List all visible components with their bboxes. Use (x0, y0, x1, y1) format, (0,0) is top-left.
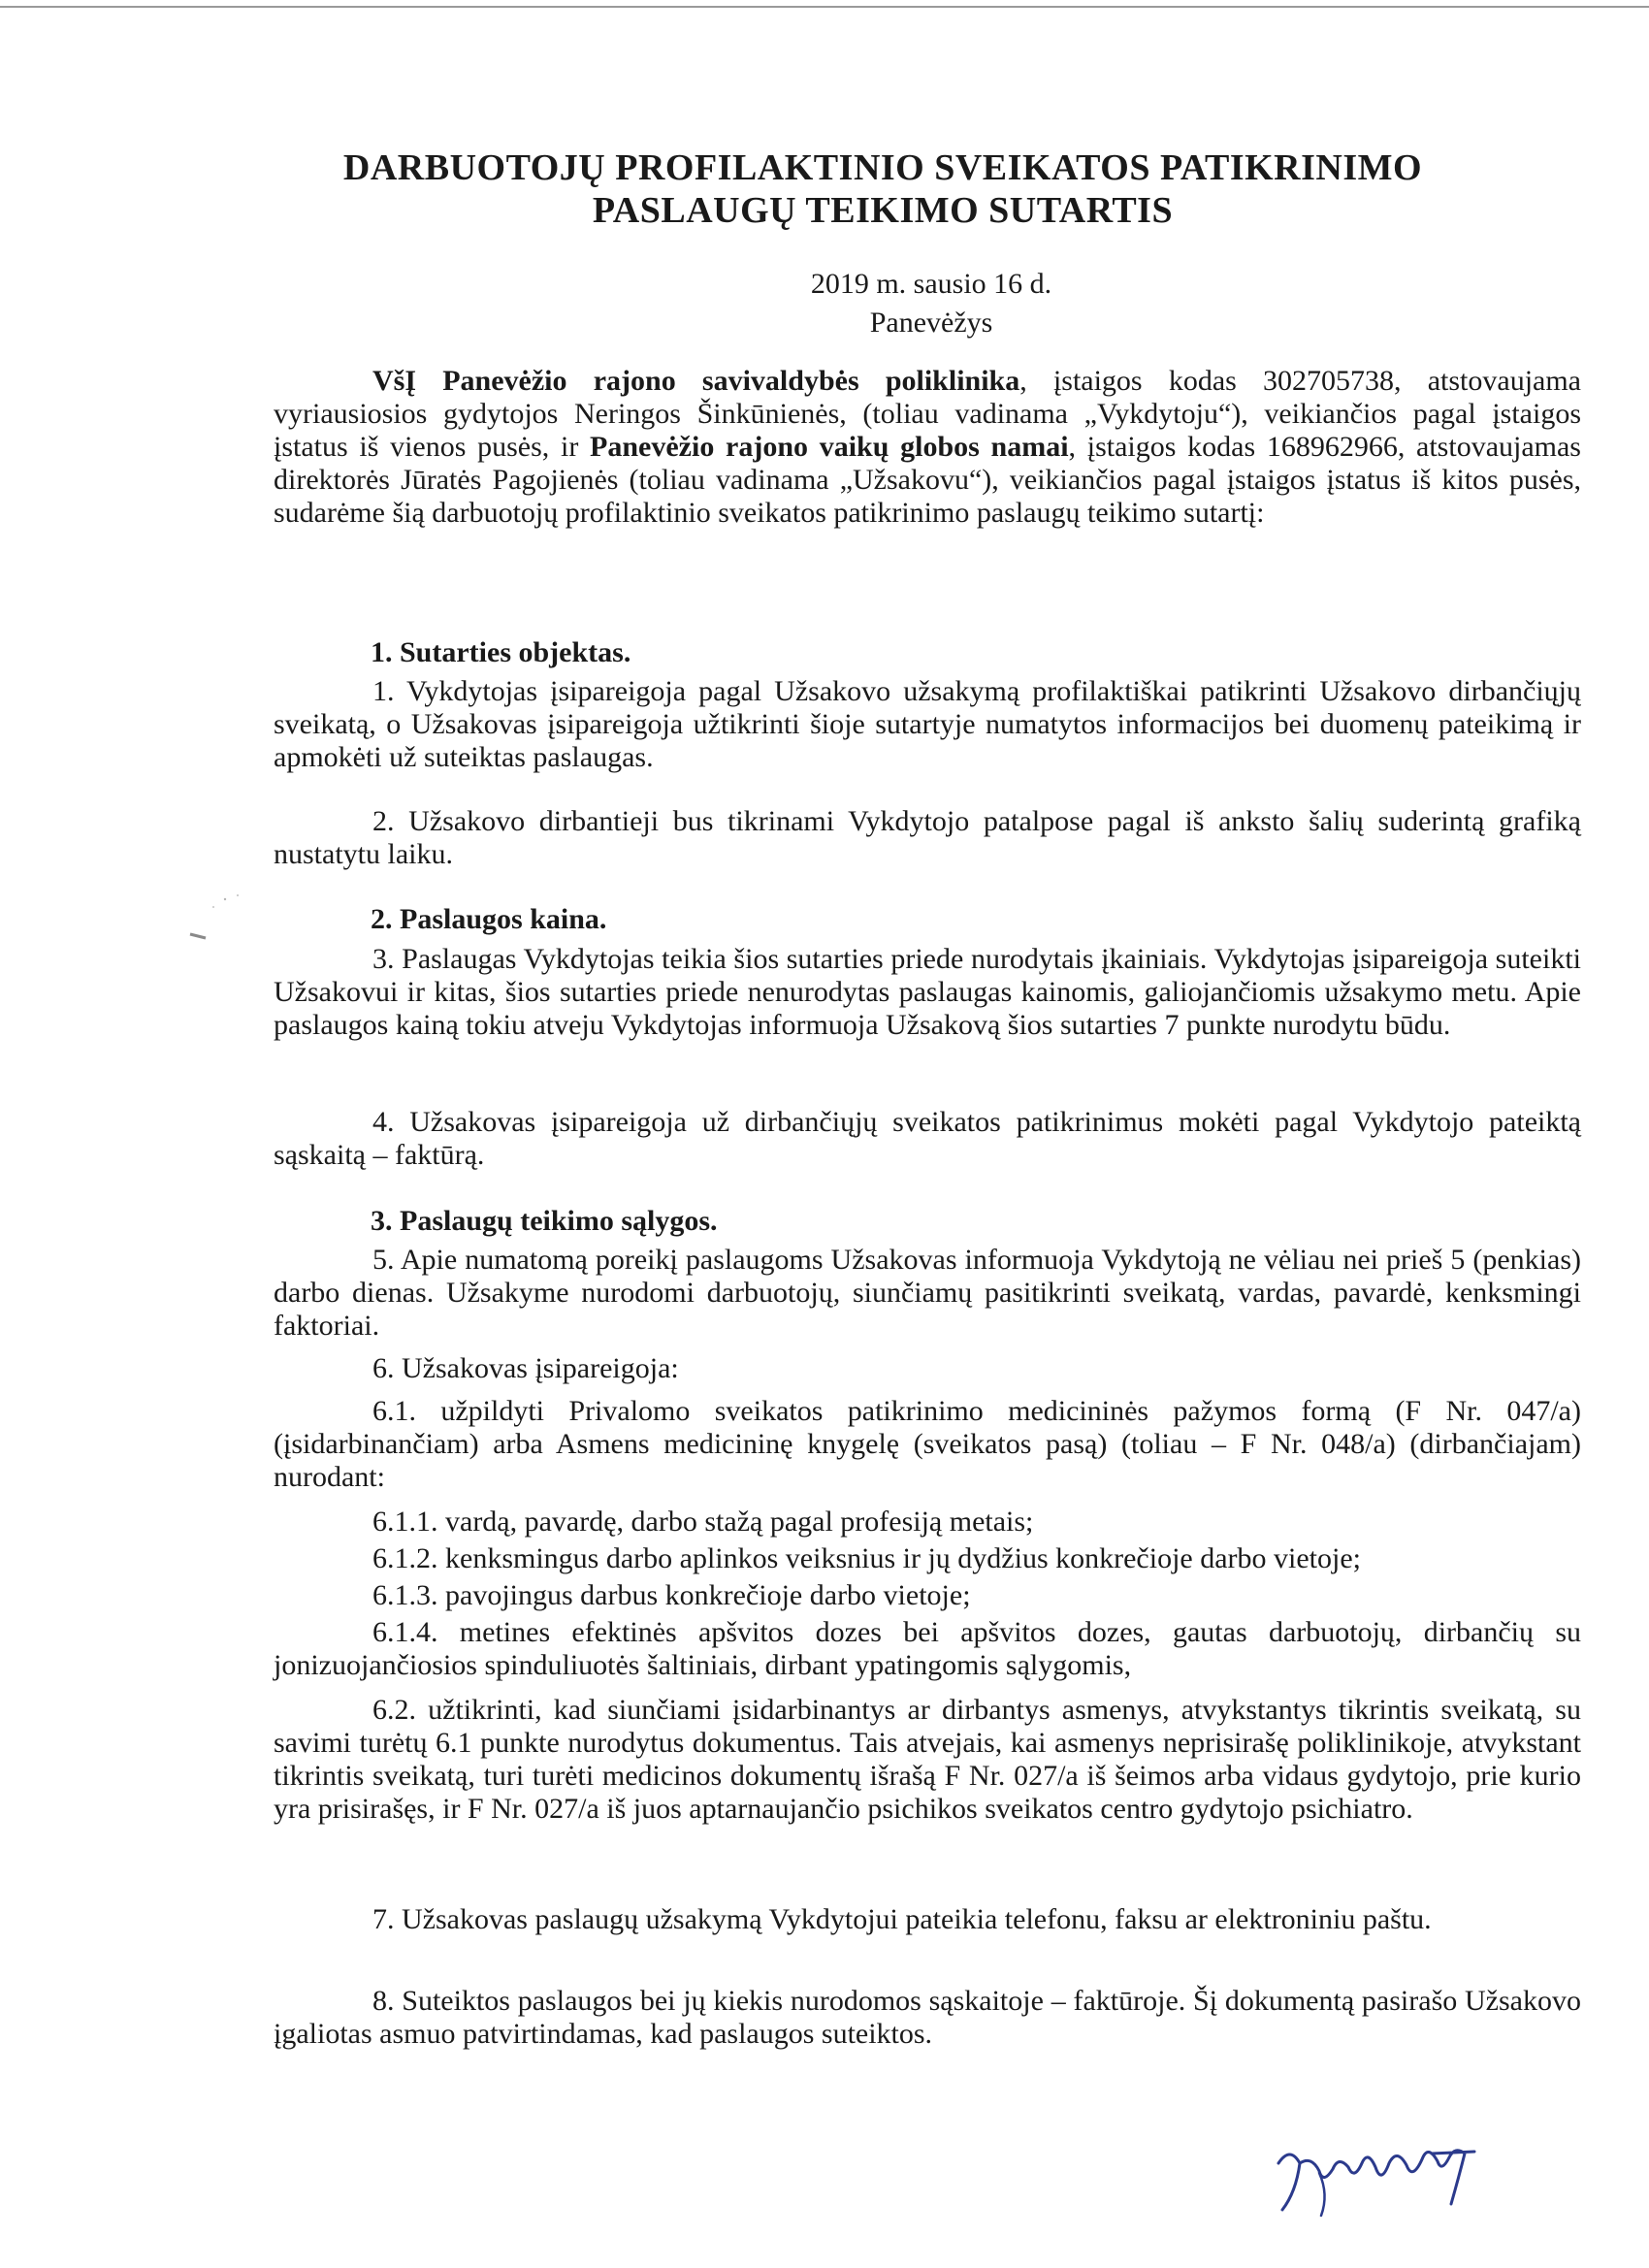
clause-6: 6. Užsakovas įsipareigoja: (372, 1352, 679, 1384)
section-1-heading: 1. Sutarties objektas. (371, 636, 631, 668)
clause-3: 3. Paslaugas Vykdytojas teikia šios sutarties priede nurodytais įkainiais. Vykdytojas įsipareigoja suteikti Užsakovui ir kitas, šios sutarties priede nenurodytas paslaugas kainomis, galiojančiomis užsakymo metu. Apie paslaugos kainą tokiu atveju Vykdytojas informuoja Užsakovą šios sutarties 7 punkte nurodytu būdu. (274, 943, 1581, 1041)
clause-6-1-4: 6.1.4. metines efektinės apšvitos dozes bei apšvitos dozes, gautas darbuotojų, dirbančių su jonizuojančiosios spinduliuotės šaltiniais, dirbant ypatingomis sąlygomis, (274, 1616, 1581, 1681)
clause-6-1-3: 6.1.3. pavojingus darbus konkrečioje darbo vietoje; (372, 1579, 971, 1611)
contract-date: 2019 m. sausio 16 d. (810, 268, 1052, 300)
clause-8: 8. Suteiktos paslaugos bei jų kiekis nurodomos sąskaitoje – faktūroje. Šį dokumentą pasirašo Užsakovo įgaliotas asmuo patvirtindamas, kad paslaugos suteiktos. (274, 1985, 1581, 2050)
clause-4: 4. Užsakovas įsipareigoja už dirbančiųjų sveikatos patikrinimus mokėti pagal Vykdytojo pateiktą sąskaitą – faktūrą. (274, 1106, 1581, 1171)
clause-6-1-2: 6.1.2. kenksmingus darbo aplinkos veiksnius ir jų dydžius konkrečioje darbo vietoje; (372, 1542, 1362, 1574)
intro-paragraph (274, 365, 1581, 530)
intro-text-b: , įstaigos kodas 168962966, atstovaujamas direktorės Jūratės Pagojienės (toliau vadinama „Užsakovu“), veikiančios pagal įstaigos įstatus iš kitos pusės, sudarėme šią darbuotojų profilaktinio sveikatos patikrinimo paslaugų teikimo sutartį: (274, 431, 1581, 529)
clause-7: 7. Užsakovas paslaugų užsakymą Vykdytojui pateikia telefonu, faksu ar elektroniniu paštu. (372, 1903, 1432, 1935)
section-3-heading: 3. Paslaugų teikimo sąlygos. (371, 1205, 718, 1237)
clause-1: 1. Vykdytojas įsipareigoja pagal Užsakovo užsakymą profilaktiškai patikrinti Užsakovo dirbančiųjų sveikatą, o Užsakovas įsipareigoja užtikrinti šioje sutartyje numatytos informacijos bei duomenų pateikimą ir apmokėti už suteiktas paslaugas. (274, 675, 1581, 773)
title-line-1: DARBUOTOJŲ PROFILAKTINIO SVEIKATOS PATIKRINIMO (342, 147, 1423, 188)
clause-6-2: 6.2. užtikrinti, kad siunčiami įsidarbinantys ar dirbantys asmenys, atvykstantys tikrintis sveikatą, su savimi turėtų 6.1 punkte nurodytus dokumentus. Tais atvejais, kai asmenys neprisirašę poliklinikoje, atvykstant tikrintis sveikatą, turi turėti medicinos dokumentų išrašą F Nr. 027/a iš šeimos arba vidaus gydytojo, prie kurio yra prisirašęs, ir F Nr. 027/a iš juos aptarnaujančio psichikos sveikatos centro gydytojo psichiatro. (274, 1694, 1581, 1825)
clause-5: 5. Apie numatomą poreikį paslaugoms Užsakovas informuoja Vykdytoją ne vėliau nei prieš 5 (penkias) darbo dienas. Užsakyme nurodomi darbuotojų, siunčiamų pasitikrinti sveikatą, vardas, pavardė, kenksmingi faktoriai. (274, 1244, 1581, 1342)
clause-6-1-1: 6.1.1. vardą, pavardę, darbo stažą pagal profesiją metais; (372, 1506, 1034, 1538)
contract-city: Panevėžys (869, 307, 993, 339)
title-line-2: PASLAUGŲ TEIKIMO SUTARTIS (592, 190, 1174, 231)
handwritten-signature (1261, 2134, 1494, 2221)
clause-2: 2. Užsakovo dirbantieji bus tikrinami Vykdytojo patalpose pagal iš anksto šalių suderintą grafiką nustatytu laiku. (274, 805, 1581, 870)
scan-specks (184, 888, 310, 946)
section-2-heading: 2. Paslaugos kaina. (371, 903, 607, 935)
intro-text-a: , įstaigos kodas 302705738, atstovaujama vyriausiosios gydytojos Neringos Šinkūnienės, (toliau vadinama „Vykdytoju“), veikiančios pagal įstaigos įstatus iš vienos pusės, ir (274, 365, 1581, 463)
clause-6-1: 6.1. užpildyti Privalomo sveikatos patikrinimo medicininės pažymos formą (F Nr. 047/a) (įsidarbinančiam) arba Asmens medicininę knygelę (sveikatos pasą) (toliau – F Nr. 048/a) (dirbančiajam) nurodant: (274, 1395, 1581, 1493)
party-customer: Panevėžio rajono vaikų globos namai (590, 431, 1069, 463)
party-provider: VšĮ Panevėžio rajono savivaldybės poliklinika (372, 365, 1020, 397)
